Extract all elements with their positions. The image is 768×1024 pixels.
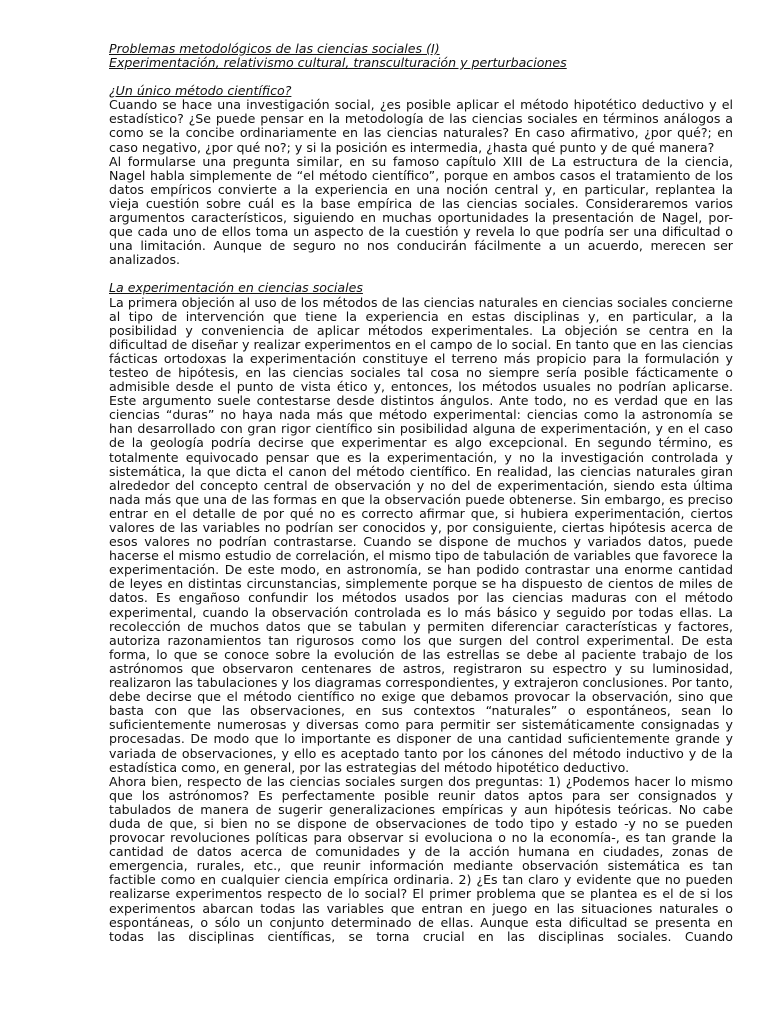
document-subtitle: Experimentación, relativismo cultural, transculturación y perturbaciones xyxy=(109,55,567,71)
section-heading-experimentacion: La experimentación en ciencias sociales xyxy=(109,280,363,296)
document-title: Problemas metodológicos de las ciencias sociales (I) xyxy=(109,41,440,56)
paragraph: La primera objeción al uso de los métodos de las ciencias naturales en ciencias sociales concierne al tipo de intervención que tiene la experiencia en estas disciplinas y, en particular, a la posibilidad y conveniencia de aplicar métodos experimentales. La objeción se centra en la dificultad de diseñar y realizar experimentos en el campo de lo social. En tanto que en las ciencias fácticas ortodoxas la experimentación constituye el terreno más propicio para la formulación y testeo de hipótesis, en las ciencias sociales tal cosa no siempre sería posible fácticamente o admisible desde el punto de vista ético y, entonces, los métodos usuales no podrían aplicarse. Este argumento suele contestarse desde distintos ángulos. Ante todo, no es verdad que en las ciencias “duras” no haya nada más que método experimental: ciencias como la astronomía se han desarrollado con gran rigor científico sin posibilidad alguna de experimentación, y en el caso de la geología podría decirse que experimentar es algo excepcional. En segundo término, es totalmente equivocado pensar que es la experimentación, y no la investigación controlada y sistemática, la que dicta el canon del método científico. En realidad, las ciencias naturales giran alrededor del concepto central de observación y no del de experimentación, siendo esta última nada más que una de las formas en que la observación puede obtenerse. Sin embargo, es preciso entrar en el detalle de por qué no es correcto afirmar que, si hubiera experimentación, ciertos valores de las variables no podrían ser conocidos y, por consiguiente, ciertas hipótesis acerca de esos valores no podrían contrastarse. Cuando se dispone de muchos y variados datos, puede hacerse el mismo estudio de correlación, el mismo tipo de tabulación de variables que favorece la experimentación. De este modo, en astronomía, se han podido contrastar una enorme cantidad de leyes en distintas circunstancias, simplemente porque se ha dispuesto de cientos de miles de datos. Es engañoso confundir los métodos usados por las ciencias maduras con el método experimental, cuando la observación controlada es lo más básico y seguido por todas ellas. La recolección de muchos datos que se tabulan y permiten diferenciar características y factores, autoriza razonamientos tan rigurosos como los que surgen del control experimental. De esta forma, lo que se conoce sobre la evolución de las estrellas se debe al paciente trabajo de los astrónomos que observaron centenares de astros, registraron su espectro y su luminosidad, realizaron las tabulaciones y los diagramas correspondientes, y extrajeron conclusiones. Por tanto, debe decirse que el método científico no exige que debamos provocar la observación, sino que basta con que las observaciones, en sus contextos “naturales” o espontáneos, sean lo suficientemente numerosas y diversas como para permitir ser sistemáticamente consignadas y procesadas. De modo que lo importante es disponer de una cantidad suficientemente grande y variada de observaciones, y ello es aceptado tanto por los cánones del método inductivo y de la estadística como, en general, por las estrategias del método hipotético deductivo. xyxy=(109,294,733,775)
section-heading-unico-metodo: ¿Un único método científico? xyxy=(109,83,292,99)
paragraph: Cuando se hace una investigación social, ¿es posible aplicar el método hipotético deductivo y el estadístico? ¿Se puede pensar en la metodología de las ciencias sociales en términos análogos a como se la concibe ordinariamente en las ciencias naturales? En caso afirmativo, ¿por qué?; en caso negativo, ¿por qué no?; y si la posición es intermedia, ¿hasta qué punto y de qué manera? xyxy=(109,97,733,155)
paragraph: Ahora bien, respecto de las ciencias sociales surgen dos preguntas: 1) ¿Podemos hacer lo mismo que los astrónomos? Es perfectamente posible reunir datos aptos para ser consignados y tabulados de manera de sugerir generalizaciones empíricas y aun hipótesis teóricas. No cabe duda de que, si bien no se dispone de observaciones de todo tipo y estado -y no se pueden provocar revoluciones políticas para observar si evoluciona o no la economía-, es tan grande la cantidad de datos acerca de comunidades y de la acción humana en ciudades, zonas de emergencia, rurales, etc., que reunir información mediante observación sistemática es tan factible como en cualquier ciencia empírica ordinaria. 2) ¿Es tan claro y evidente que no pueden realizarse experimentos respecto de lo social? El primer problema que se plantea es el de si los experimentos abarcan todas las variables que entran en juego en las situaciones naturales o espontáneas, o sólo un conjunto determinado de ellas. Aunque esta dificultad se presenta en todas las disciplinas científicas, se torna crucial en las disciplinas sociales. Cuando xyxy=(109,773,733,944)
paragraph: Al formularse una pregunta similar, en su famoso capítulo XIII de La estructura de la ciencia, Nagel habla simplemente de “el método científico”, porque en ambos casos el tratamiento de los datos empíricos convierte a la experiencia en una noción central y, en particular, replantea la vieja cuestión sobre cuál es la base empírica de las ciencias sociales. Consideraremos varios argumentos característicos, siguiendo en muchas oportunidades la presentación de Nagel, por-que cada uno de ellos toma un aspecto de la cuestión y revela lo que podría ser una dificultad o una limitación. Aunque de seguro no nos conducirán fácilmente a un acuerdo, merecen ser analizados. xyxy=(109,153,733,268)
spacer xyxy=(109,267,733,281)
spacer xyxy=(109,70,733,84)
document-page xyxy=(109,42,733,944)
